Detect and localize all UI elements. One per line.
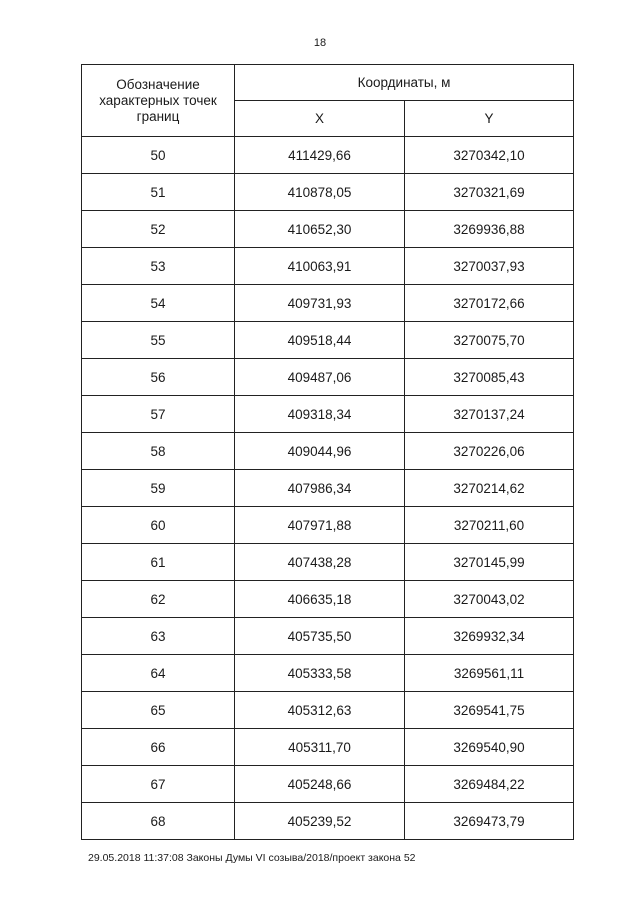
point-cell: 56 bbox=[82, 359, 235, 396]
table-row bbox=[82, 766, 574, 803]
x-column-header: X bbox=[235, 101, 405, 137]
table-row bbox=[82, 470, 574, 507]
table-row bbox=[82, 359, 574, 396]
x-coordinate-cell: 405248,66 bbox=[235, 766, 405, 803]
y-coordinate-cell: 3270211,60 bbox=[405, 507, 574, 544]
y-coordinate-cell: 3270137,24 bbox=[405, 396, 574, 433]
point-cell: 62 bbox=[82, 581, 235, 618]
x-coordinate-cell: 407438,28 bbox=[235, 544, 405, 581]
point-cell: 57 bbox=[82, 396, 235, 433]
y-coordinate-cell: 3270226,06 bbox=[405, 433, 574, 470]
point-cell: 55 bbox=[82, 322, 235, 359]
x-coordinate-cell: 409044,96 bbox=[235, 433, 405, 470]
x-coordinate-cell: 409487,06 bbox=[235, 359, 405, 396]
table-row bbox=[82, 803, 574, 840]
y-coordinate-cell: 3269936,88 bbox=[405, 211, 574, 248]
coordinates-group-header: Координаты, м bbox=[235, 65, 574, 101]
table-row bbox=[82, 285, 574, 322]
x-coordinate-cell: 405735,50 bbox=[235, 618, 405, 655]
x-coordinate-cell: 409518,44 bbox=[235, 322, 405, 359]
point-cell: 50 bbox=[82, 137, 235, 174]
x-coordinate-cell: 407986,34 bbox=[235, 470, 405, 507]
point-cell: 54 bbox=[82, 285, 235, 322]
x-coordinate-cell: 405333,58 bbox=[235, 655, 405, 692]
footer-stamp: 29.05.2018 11:37:08 Законы Думы VI созыва/2018/проект закона 52 bbox=[88, 852, 416, 864]
table-body bbox=[82, 137, 574, 840]
point-cell: 66 bbox=[82, 729, 235, 766]
point-cell: 58 bbox=[82, 433, 235, 470]
table-row bbox=[82, 729, 574, 766]
point-cell: 53 bbox=[82, 248, 235, 285]
point-cell: 67 bbox=[82, 766, 235, 803]
y-coordinate-cell: 3269932,34 bbox=[405, 618, 574, 655]
x-coordinate-cell: 407971,88 bbox=[235, 507, 405, 544]
y-coordinate-cell: 3270085,43 bbox=[405, 359, 574, 396]
y-coordinate-cell: 3269541,75 bbox=[405, 692, 574, 729]
table-row bbox=[82, 137, 574, 174]
y-coordinate-cell: 3269484,22 bbox=[405, 766, 574, 803]
table-row bbox=[82, 655, 574, 692]
y-column-header: Y bbox=[405, 101, 574, 137]
x-coordinate-cell: 411429,66 bbox=[235, 137, 405, 174]
y-coordinate-cell: 3270342,10 bbox=[405, 137, 574, 174]
point-cell: 59 bbox=[82, 470, 235, 507]
table-row bbox=[82, 211, 574, 248]
y-coordinate-cell: 3270145,99 bbox=[405, 544, 574, 581]
x-coordinate-cell: 409731,93 bbox=[235, 285, 405, 322]
x-coordinate-cell: 405239,52 bbox=[235, 803, 405, 840]
table-row bbox=[82, 174, 574, 211]
table-row bbox=[82, 507, 574, 544]
table-row bbox=[82, 248, 574, 285]
point-cell: 51 bbox=[82, 174, 235, 211]
y-coordinate-cell: 3270043,02 bbox=[405, 581, 574, 618]
y-coordinate-cell: 3270075,70 bbox=[405, 322, 574, 359]
table-row bbox=[82, 581, 574, 618]
coordinates-table bbox=[81, 64, 574, 840]
point-cell: 68 bbox=[82, 803, 235, 840]
y-coordinate-cell: 3269473,79 bbox=[405, 803, 574, 840]
y-coordinate-cell: 3269561,11 bbox=[405, 655, 574, 692]
table-row bbox=[82, 692, 574, 729]
x-coordinate-cell: 409318,34 bbox=[235, 396, 405, 433]
y-coordinate-cell: 3270321,69 bbox=[405, 174, 574, 211]
page-number: 18 bbox=[313, 37, 327, 49]
point-column-header: Обозначение характерных точек границ bbox=[82, 65, 235, 137]
y-coordinate-cell: 3270172,66 bbox=[405, 285, 574, 322]
x-coordinate-cell: 405312,63 bbox=[235, 692, 405, 729]
x-coordinate-cell: 410878,05 bbox=[235, 174, 405, 211]
x-coordinate-cell: 410652,30 bbox=[235, 211, 405, 248]
point-cell: 52 bbox=[82, 211, 235, 248]
table-row bbox=[82, 322, 574, 359]
point-cell: 63 bbox=[82, 618, 235, 655]
point-cell: 64 bbox=[82, 655, 235, 692]
table-row bbox=[82, 396, 574, 433]
x-coordinate-cell: 405311,70 bbox=[235, 729, 405, 766]
table-row bbox=[82, 433, 574, 470]
point-cell: 61 bbox=[82, 544, 235, 581]
table-row bbox=[82, 618, 574, 655]
y-coordinate-cell: 3270037,93 bbox=[405, 248, 574, 285]
point-cell: 60 bbox=[82, 507, 235, 544]
x-coordinate-cell: 410063,91 bbox=[235, 248, 405, 285]
table-row bbox=[82, 544, 574, 581]
x-coordinate-cell: 406635,18 bbox=[235, 581, 405, 618]
y-coordinate-cell: 3269540,90 bbox=[405, 729, 574, 766]
point-cell: 65 bbox=[82, 692, 235, 729]
y-coordinate-cell: 3270214,62 bbox=[405, 470, 574, 507]
